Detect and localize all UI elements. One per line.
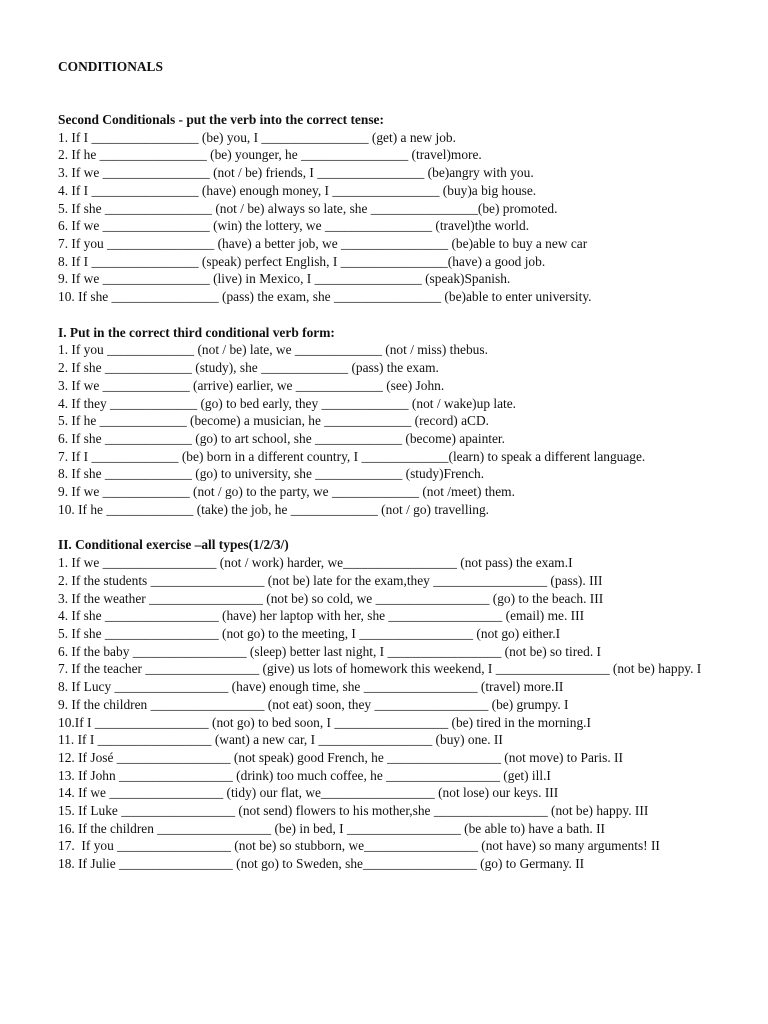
exercise-line: 7. If you ________________ (have) a better job, we ________________ (be)able to buy a new car bbox=[58, 235, 588, 251]
exercise-line: 4. If they _____________ (go) to bed early, they _____________ (not / wake)up late. bbox=[58, 395, 517, 411]
exercise-line: 7. If the teacher _________________ (give) us lots of homework this weekend, I _________________ (not be) happy. I bbox=[58, 661, 702, 677]
exercise-line: 1. If we _________________ (not / work) harder, we_________________ (not pass) the exam.I bbox=[58, 555, 573, 571]
exercise-line: 5. If he _____________ (become) a musician, he _____________ (record) aCD. bbox=[58, 413, 489, 429]
exercise-line: 2. If she _____________ (study), she _____________ (pass) the exam. bbox=[58, 360, 439, 376]
exercise-line: 17. If you _________________ (not be) so stubborn, we_________________ (not have) so many arguments! II bbox=[58, 838, 660, 854]
exercise-line: 15. If Luke _________________ (not send) flowers to his mother,she _________________ (not be) happy. III bbox=[58, 803, 649, 819]
spacer bbox=[58, 518, 718, 536]
exercise-line: 1. If I ________________ (be) you, I ________________ (get) a new job. bbox=[58, 129, 456, 145]
document-title: CONDITIONALS bbox=[58, 59, 163, 74]
worksheet-page bbox=[58, 58, 718, 873]
exercise-line: 6. If she _____________ (go) to art school, she _____________ (become) apainter. bbox=[58, 430, 506, 446]
section-all-types bbox=[58, 536, 718, 872]
exercise-line: 10.If I _________________ (not go) to bed soon, I _________________ (be) tired in the morning.I bbox=[58, 714, 591, 730]
exercise-line: 16. If the children _________________ (be) in bed, I _________________ (be able to) have a bath. II bbox=[58, 820, 606, 836]
exercise-line: 2. If he ________________ (be) younger, he ________________ (travel)more. bbox=[58, 147, 482, 163]
exercise-line: 4. If she _________________ (have) her laptop with her, she _________________ (email) me. III bbox=[58, 608, 585, 624]
exercise-line: 8. If she _____________ (go) to university, she _____________ (study)French. bbox=[58, 466, 485, 482]
section-third-conditional bbox=[58, 324, 718, 519]
exercise-line: 1. If you _____________ (not / be) late, we _____________ (not / miss) thebus. bbox=[58, 342, 488, 358]
exercise-line: 5. If she ________________ (not / be) always so late, she ________________(be) promoted. bbox=[58, 200, 558, 216]
exercise-line: 14. If we _________________ (tidy) our flat, we_________________ (not lose) our keys. III bbox=[58, 785, 559, 801]
section-heading: Second Conditionals - put the verb into the correct tense: bbox=[58, 112, 384, 127]
exercise-line: 7. If I _____________ (be) born in a different country, I _____________(learn) to speak a different language. bbox=[58, 448, 646, 464]
exercise-line: 11. If I _________________ (want) a new car, I _________________ (buy) one. II bbox=[58, 732, 503, 748]
exercise-line: 8. If I ________________ (speak) perfect English, I ________________(have) a good job. bbox=[58, 253, 546, 269]
exercise-line: 18. If Julie _________________ (not go) to Sweden, she_________________ (go) to Germany. II bbox=[58, 856, 585, 872]
spacer bbox=[58, 76, 718, 111]
exercise-line: 3. If we ________________ (not / be) friends, I ________________ (be)angry with you. bbox=[58, 165, 534, 181]
section-second-conditionals bbox=[58, 111, 718, 306]
exercise-line: 12. If José _________________ (not speak) good French, he _________________ (not move) to Paris. II bbox=[58, 749, 623, 765]
exercise-line: 9. If we ________________ (live) in Mexico, I ________________ (speak)Spanish. bbox=[58, 271, 511, 287]
exercise-line: 10. If he _____________ (take) the job, he _____________ (not / go) travelling. bbox=[58, 501, 490, 517]
exercise-line: 3. If we _____________ (arrive) earlier, we _____________ (see) John. bbox=[58, 377, 445, 393]
exercise-line: 2. If the students _________________ (not be) late for the exam,they _________________ (pass). III bbox=[58, 572, 603, 588]
exercise-line: 9. If we _____________ (not / go) to the party, we _____________ (not /meet) them. bbox=[58, 484, 515, 500]
section-heading: I. Put in the correct third conditional verb form: bbox=[58, 324, 335, 340]
exercise-line: 3. If the weather _________________ (not be) so cold, we _________________ (go) to the beach. III bbox=[58, 590, 604, 606]
exercise-line: 6. If the baby _________________ (sleep) better last night, I _________________ (not be) so tired. I bbox=[58, 643, 601, 659]
exercise-line: 6. If we ________________ (win) the lottery, we ________________ (travel)the world. bbox=[58, 218, 530, 234]
exercise-line: 8. If Lucy _________________ (have) enough time, she _________________ (travel) more.II bbox=[58, 679, 564, 695]
section-heading: II. Conditional exercise –all types(1/2/3/) bbox=[58, 537, 289, 553]
exercise-line: 13. If John _________________ (drink) too much coffee, he _________________ (get) ill.I bbox=[58, 767, 551, 783]
exercise-line: 10. If she ________________ (pass) the exam, she ________________ (be)able to enter university. bbox=[58, 289, 592, 305]
exercise-line: 4. If I ________________ (have) enough money, I ________________ (buy)a big house. bbox=[58, 182, 537, 198]
exercise-line: 5. If she _________________ (not go) to the meeting, I _________________ (not go) either.I bbox=[58, 625, 561, 641]
spacer bbox=[58, 306, 718, 324]
exercise-line: 9. If the children _________________ (not eat) soon, they _________________ (be) grumpy. I bbox=[58, 696, 569, 712]
